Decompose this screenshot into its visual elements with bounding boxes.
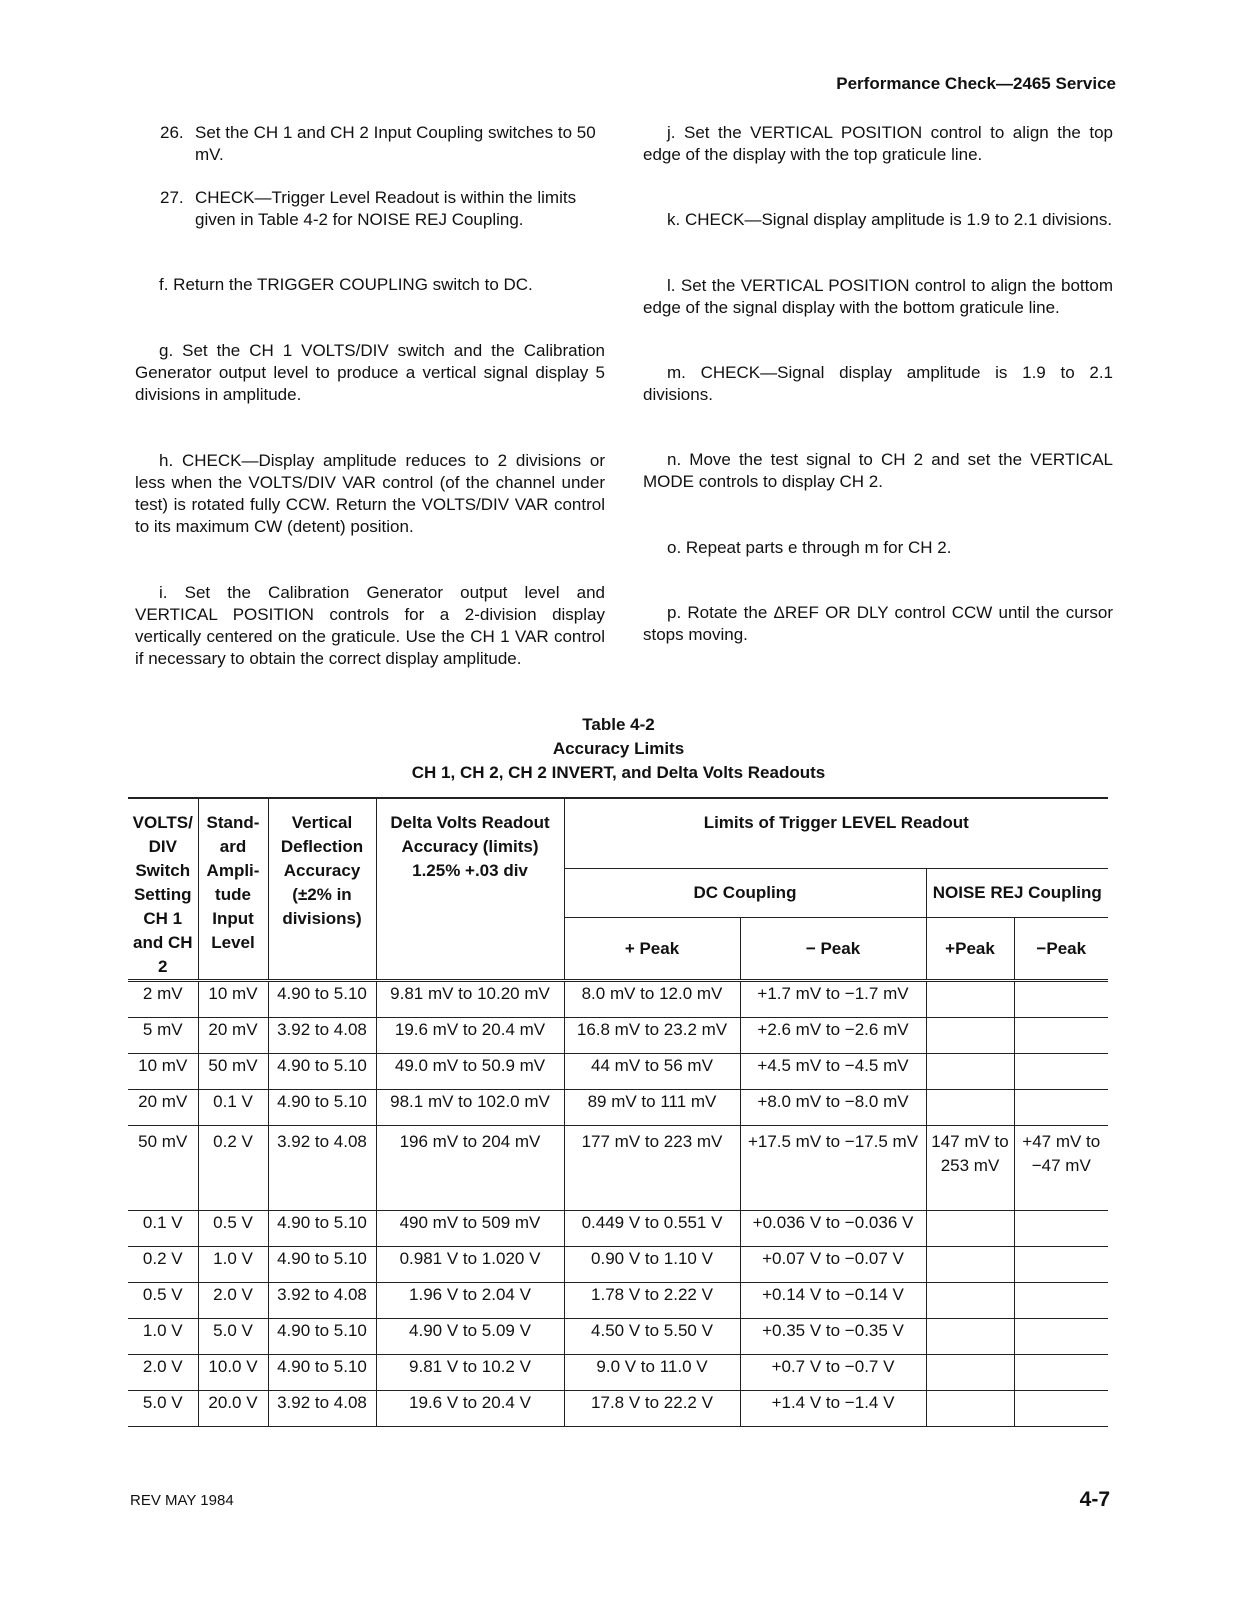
noise-negative-peak-cell: [1014, 1247, 1108, 1283]
dc-negative-peak-cell: +8.0 mV to −8.0 mV: [740, 1090, 926, 1126]
header-noise-negative-peak: −Peak: [1014, 918, 1108, 981]
table-row: [128, 1319, 1108, 1355]
noise-positive-peak-cell: [926, 1319, 1014, 1355]
header-noise-rej-coupling: NOISE REJ Coupling: [926, 869, 1108, 918]
table-row: [128, 981, 1108, 1018]
vertical-accuracy-cell: 3.92 to 4.08: [268, 1018, 376, 1054]
table-row: [128, 1391, 1108, 1427]
vertical-accuracy-cell: 4.90 to 5.10: [268, 1090, 376, 1126]
table-row: [128, 1126, 1108, 1211]
volts-div-cell: 20 mV: [128, 1090, 198, 1126]
noise-positive-peak-cell: [926, 1355, 1014, 1391]
noise-negative-peak-cell: [1014, 1355, 1108, 1391]
noise-negative-peak-cell: [1014, 1391, 1108, 1427]
right-column: [643, 122, 1113, 646]
dc-positive-peak-cell: 9.0 V to 11.0 V: [564, 1355, 740, 1391]
step-k: k. CHECK—Signal display amplitude is 1.9 to 2.1 divisions.: [667, 210, 1113, 229]
standard-amplitude-cell: 1.0 V: [198, 1247, 268, 1283]
vertical-accuracy-cell: 3.92 to 4.08: [268, 1391, 376, 1427]
header-trigger-limits: Limits of Trigger LEVEL Readout: [564, 798, 1108, 869]
step-number: 27.: [160, 188, 184, 207]
dc-negative-peak-cell: +0.036 V to −0.036 V: [740, 1211, 926, 1247]
delta-volts-cell: 196 mV to 204 mV: [376, 1126, 564, 1211]
noise-negative-peak-cell: [1014, 1018, 1108, 1054]
dc-negative-peak-cell: +0.35 V to −0.35 V: [740, 1319, 926, 1355]
volts-div-cell: 5 mV: [128, 1018, 198, 1054]
dc-negative-peak-cell: +17.5 mV to −17.5 mV: [740, 1126, 926, 1211]
step-g: g. Set the CH 1 VOLTS/DIV switch and the Calibration Generator output level to produce a vertical signal display 5 divisions in amplitude.: [135, 341, 605, 404]
noise-positive-peak-cell: [926, 981, 1014, 1018]
dc-positive-peak-cell: 44 mV to 56 mV: [564, 1054, 740, 1090]
dc-positive-peak-cell: 0.90 V to 1.10 V: [564, 1247, 740, 1283]
noise-positive-peak-cell: [926, 1283, 1014, 1319]
header-dc-positive-peak: + Peak: [564, 918, 740, 981]
volts-div-cell: 5.0 V: [128, 1391, 198, 1427]
volts-div-cell: 2 mV: [128, 981, 198, 1018]
table-row: [128, 1247, 1108, 1283]
step-27: [135, 187, 605, 231]
delta-volts-cell: 98.1 mV to 102.0 mV: [376, 1090, 564, 1126]
header-dc-negative-peak: − Peak: [740, 918, 926, 981]
accuracy-limits-table: [128, 797, 1108, 1427]
step-text: CHECK—Trigger Level Readout is within the limits given in Table 4-2 for NOISE REJ Coupling.: [195, 188, 577, 229]
volts-div-cell: 10 mV: [128, 1054, 198, 1090]
step-text: Set the CH 1 and CH 2 Input Coupling switches to 50 mV.: [195, 123, 596, 164]
step-m: m. CHECK—Signal display amplitude is 1.9 to 2.1 divisions.: [643, 363, 1113, 404]
table-row: [128, 1355, 1108, 1391]
dc-negative-peak-cell: +1.4 V to −1.4 V: [740, 1391, 926, 1427]
step-l: l. Set the VERTICAL POSITION control to align the bottom edge of the signal display with the bottom graticule line.: [643, 276, 1113, 317]
standard-amplitude-cell: 20.0 V: [198, 1391, 268, 1427]
dc-positive-peak-cell: 177 mV to 223 mV: [564, 1126, 740, 1211]
volts-div-cell: 0.1 V: [128, 1211, 198, 1247]
delta-volts-cell: 19.6 mV to 20.4 mV: [376, 1018, 564, 1054]
step-f: f. Return the TRIGGER COUPLING switch to DC.: [159, 275, 533, 294]
dc-positive-peak-cell: 0.449 V to 0.551 V: [564, 1211, 740, 1247]
noise-positive-peak-cell: [926, 1247, 1014, 1283]
table-row: [128, 1054, 1108, 1090]
dc-positive-peak-cell: 89 mV to 111 mV: [564, 1090, 740, 1126]
noise-positive-peak-cell: [926, 1211, 1014, 1247]
standard-amplitude-cell: 0.5 V: [198, 1211, 268, 1247]
vertical-accuracy-cell: 3.92 to 4.08: [268, 1283, 376, 1319]
noise-positive-peak-cell: [926, 1018, 1014, 1054]
volts-div-cell: 0.2 V: [128, 1247, 198, 1283]
table-row: [128, 1283, 1108, 1319]
noise-negative-peak-cell: [1014, 1090, 1108, 1126]
vertical-accuracy-cell: 4.90 to 5.10: [268, 1319, 376, 1355]
delta-volts-cell: 0.981 V to 1.020 V: [376, 1247, 564, 1283]
standard-amplitude-cell: 0.2 V: [198, 1126, 268, 1211]
dc-positive-peak-cell: 1.78 V to 2.22 V: [564, 1283, 740, 1319]
step-i: i. Set the Calibration Generator output level and VERTICAL POSITION controls for a 2-division display vertically centered on the graticule. Use the CH 1 VAR control if necessary to obtain the correct display amplitude.: [135, 583, 605, 668]
noise-negative-peak-cell: [1014, 981, 1108, 1018]
standard-amplitude-cell: 50 mV: [198, 1054, 268, 1090]
dc-positive-peak-cell: 17.8 V to 22.2 V: [564, 1391, 740, 1427]
noise-negative-peak-cell: [1014, 1283, 1108, 1319]
table-caption: [0, 713, 1237, 785]
delta-volts-cell: 4.90 V to 5.09 V: [376, 1319, 564, 1355]
header-standard-amplitude: Stand- ard Ampli- tude Input Level: [198, 798, 268, 981]
noise-negative-peak-cell: [1014, 1054, 1108, 1090]
table-row: [128, 1211, 1108, 1247]
step-o: o. Repeat parts e through m for CH 2.: [667, 538, 952, 557]
table-subtitle: CH 1, CH 2, CH 2 INVERT, and Delta Volts Readouts: [411, 763, 826, 782]
dc-negative-peak-cell: +0.07 V to −0.07 V: [740, 1247, 926, 1283]
left-column: [135, 122, 605, 670]
dc-positive-peak-cell: 4.50 V to 5.50 V: [564, 1319, 740, 1355]
revision-date: REV MAY 1984: [130, 1492, 234, 1509]
step-j: j. Set the VERTICAL POSITION control to align the top edge of the display with the top graticule line.: [643, 123, 1113, 164]
delta-volts-cell: 1.96 V to 2.04 V: [376, 1283, 564, 1319]
step-number: 26.: [160, 123, 184, 142]
table-body: [128, 981, 1108, 1427]
dc-negative-peak-cell: +0.7 V to −0.7 V: [740, 1355, 926, 1391]
table-row: [128, 1090, 1108, 1126]
table-row: [128, 1018, 1108, 1054]
delta-volts-cell: 9.81 mV to 10.20 mV: [376, 981, 564, 1018]
step-p: p. Rotate the ΔREF OR DLY control CCW until the cursor stops moving.: [643, 603, 1113, 644]
noise-positive-peak-cell: [926, 1090, 1014, 1126]
vertical-accuracy-cell: 3.92 to 4.08: [268, 1126, 376, 1211]
volts-div-cell: 2.0 V: [128, 1355, 198, 1391]
table-number: Table 4-2: [582, 715, 655, 734]
header-delta-volts: Delta Volts Readout Accuracy (limits) 1.25% +.03 div: [376, 798, 564, 981]
noise-negative-peak-cell: [1014, 1319, 1108, 1355]
vertical-accuracy-cell: 4.90 to 5.10: [268, 1247, 376, 1283]
standard-amplitude-cell: 10.0 V: [198, 1355, 268, 1391]
noise-positive-peak-cell: [926, 1391, 1014, 1427]
vertical-accuracy-cell: 4.90 to 5.10: [268, 981, 376, 1018]
dc-negative-peak-cell: +4.5 mV to −4.5 mV: [740, 1054, 926, 1090]
vertical-accuracy-cell: 4.90 to 5.10: [268, 1211, 376, 1247]
standard-amplitude-cell: 0.1 V: [198, 1090, 268, 1126]
volts-div-cell: 0.5 V: [128, 1283, 198, 1319]
step-26: [135, 122, 605, 166]
dc-positive-peak-cell: 8.0 mV to 12.0 mV: [564, 981, 740, 1018]
noise-positive-peak-cell: [926, 1054, 1014, 1090]
delta-volts-cell: 49.0 mV to 50.9 mV: [376, 1054, 564, 1090]
volts-div-cell: 1.0 V: [128, 1319, 198, 1355]
dc-negative-peak-cell: +2.6 mV to −2.6 mV: [740, 1018, 926, 1054]
standard-amplitude-cell: 2.0 V: [198, 1283, 268, 1319]
noise-positive-peak-cell: 147 mV to 253 mV: [926, 1126, 1014, 1211]
header-dc-coupling: DC Coupling: [564, 869, 926, 918]
header-noise-positive-peak: +Peak: [926, 918, 1014, 981]
header-vertical-deflection: Vertical Deflection Accuracy (±2% in divisions): [268, 798, 376, 981]
step-n: n. Move the test signal to CH 2 and set the VERTICAL MODE controls to display CH 2.: [643, 450, 1113, 491]
standard-amplitude-cell: 5.0 V: [198, 1319, 268, 1355]
dc-negative-peak-cell: +1.7 mV to −1.7 mV: [740, 981, 926, 1018]
delta-volts-cell: 490 mV to 509 mV: [376, 1211, 564, 1247]
noise-negative-peak-cell: +47 mV to −47 mV: [1014, 1126, 1108, 1211]
delta-volts-cell: 9.81 V to 10.2 V: [376, 1355, 564, 1391]
standard-amplitude-cell: 10 mV: [198, 981, 268, 1018]
dc-negative-peak-cell: +0.14 V to −0.14 V: [740, 1283, 926, 1319]
page-header: Performance Check—2465 Service: [836, 74, 1116, 93]
dc-positive-peak-cell: 16.8 mV to 23.2 mV: [564, 1018, 740, 1054]
header-volts-div: VOLTS/ DIV Switch Setting CH 1 and CH 2: [128, 798, 198, 981]
vertical-accuracy-cell: 4.90 to 5.10: [268, 1054, 376, 1090]
noise-negative-peak-cell: [1014, 1211, 1108, 1247]
page-number: 4-7: [1079, 1488, 1110, 1511]
volts-div-cell: 50 mV: [128, 1126, 198, 1211]
step-h: h. CHECK—Display amplitude reduces to 2 divisions or less when the VOLTS/DIV VAR control (of the channel under test) is rotated fully CCW. Return the VOLTS/DIV VAR control to its maximum CW (detent) position.: [135, 451, 605, 536]
delta-volts-cell: 19.6 V to 20.4 V: [376, 1391, 564, 1427]
vertical-accuracy-cell: 4.90 to 5.10: [268, 1355, 376, 1391]
table-title: Accuracy Limits: [552, 739, 685, 758]
standard-amplitude-cell: 20 mV: [198, 1018, 268, 1054]
